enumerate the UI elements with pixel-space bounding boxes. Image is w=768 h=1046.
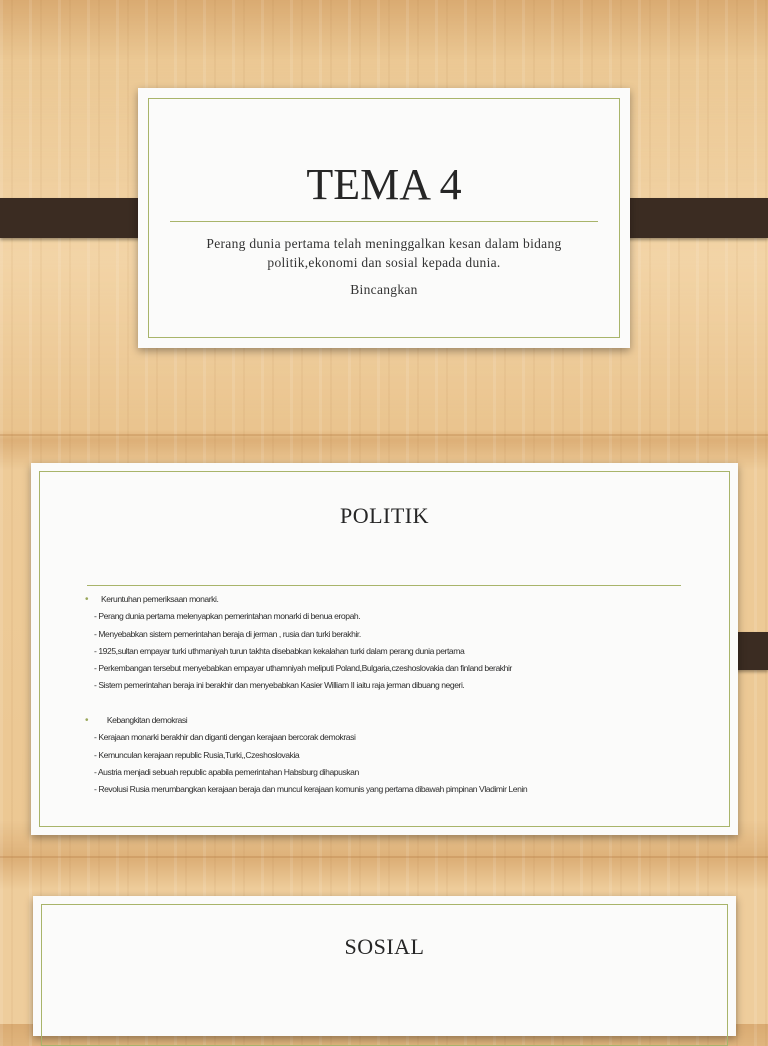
subtitle-line: Bincangkan (350, 282, 418, 297)
wood-plank-seam (0, 856, 768, 858)
title-underline (87, 585, 681, 586)
bullet-line: • Keruntuhan pemeriksaan monarki. (85, 591, 725, 608)
spacer (85, 695, 725, 712)
slide-sosial[interactable] (33, 896, 736, 1036)
slide-tema-4[interactable] (138, 88, 630, 348)
slide-title: SOSIAL (344, 934, 425, 959)
list-item: - 1925,sultan empayar turki uthmaniyah turun takhta disebabkan kekalahan turki dalam perang dunia pertama (94, 645, 465, 656)
slide-subtitle (138, 234, 630, 299)
slide-inner-frame (148, 98, 620, 338)
list-item: - Perkembangan tersebut menyebabkan empayar uthamniyah meliputi Poland,Bulgaria,czeshoslovakia dan finland berakhir (94, 663, 512, 674)
list-item: - Menyebabkan sistem pemerintahan beraja di jerman , rusia dan turki berakhir. (94, 628, 361, 639)
bullet-line: • Kebangkitan demokrasi (85, 712, 725, 729)
subtitle-line: politik,ekonomi dan sosial kepada dunia. (267, 255, 501, 270)
subtitle-line: Perang dunia pertama telah meninggalkan kesan dalam bidang (206, 236, 562, 251)
wood-plank-seam (0, 434, 768, 436)
right-dark-tab (612, 198, 768, 238)
bullet-dot-icon: • (85, 715, 89, 727)
list-item: - Sistem pemerintahan beraja ini berakhir dan menyebabkan Kasier William II iaitu raja jerman dibuang negeri. (94, 680, 465, 691)
list-item: - Austria menjadi sebuah republic apabila pemerintahan Habsburg dihapuskan (94, 766, 359, 777)
list-item: - Kemunculan kerajaan republic Rusia,Turki,,Czeshoslovakia (94, 749, 300, 760)
left-dark-tab (0, 198, 156, 238)
list-item: - Kerajaan monarki berakhir dan diganti dengan kerajaan bercorak demokrasi (94, 732, 356, 743)
list-item: - Perang dunia pertama melenyapkan pemerintahan monarki di benua eropah. (94, 611, 361, 622)
slide-politik[interactable] (31, 463, 738, 835)
title-underline (170, 221, 598, 222)
list-item: - Revolusi Rusia merumbangkan kerajaan beraja dan muncul kerajaan komunis yang pertama dibawah pimpinan Vladimir Lenin (94, 784, 528, 795)
politik-content (85, 591, 725, 799)
bullet-dot-icon: • (85, 594, 89, 605)
slide-title: TEMA 4 (306, 160, 462, 209)
slide-inner-frame (41, 904, 728, 1046)
slide-title: POLITIK (339, 503, 430, 528)
